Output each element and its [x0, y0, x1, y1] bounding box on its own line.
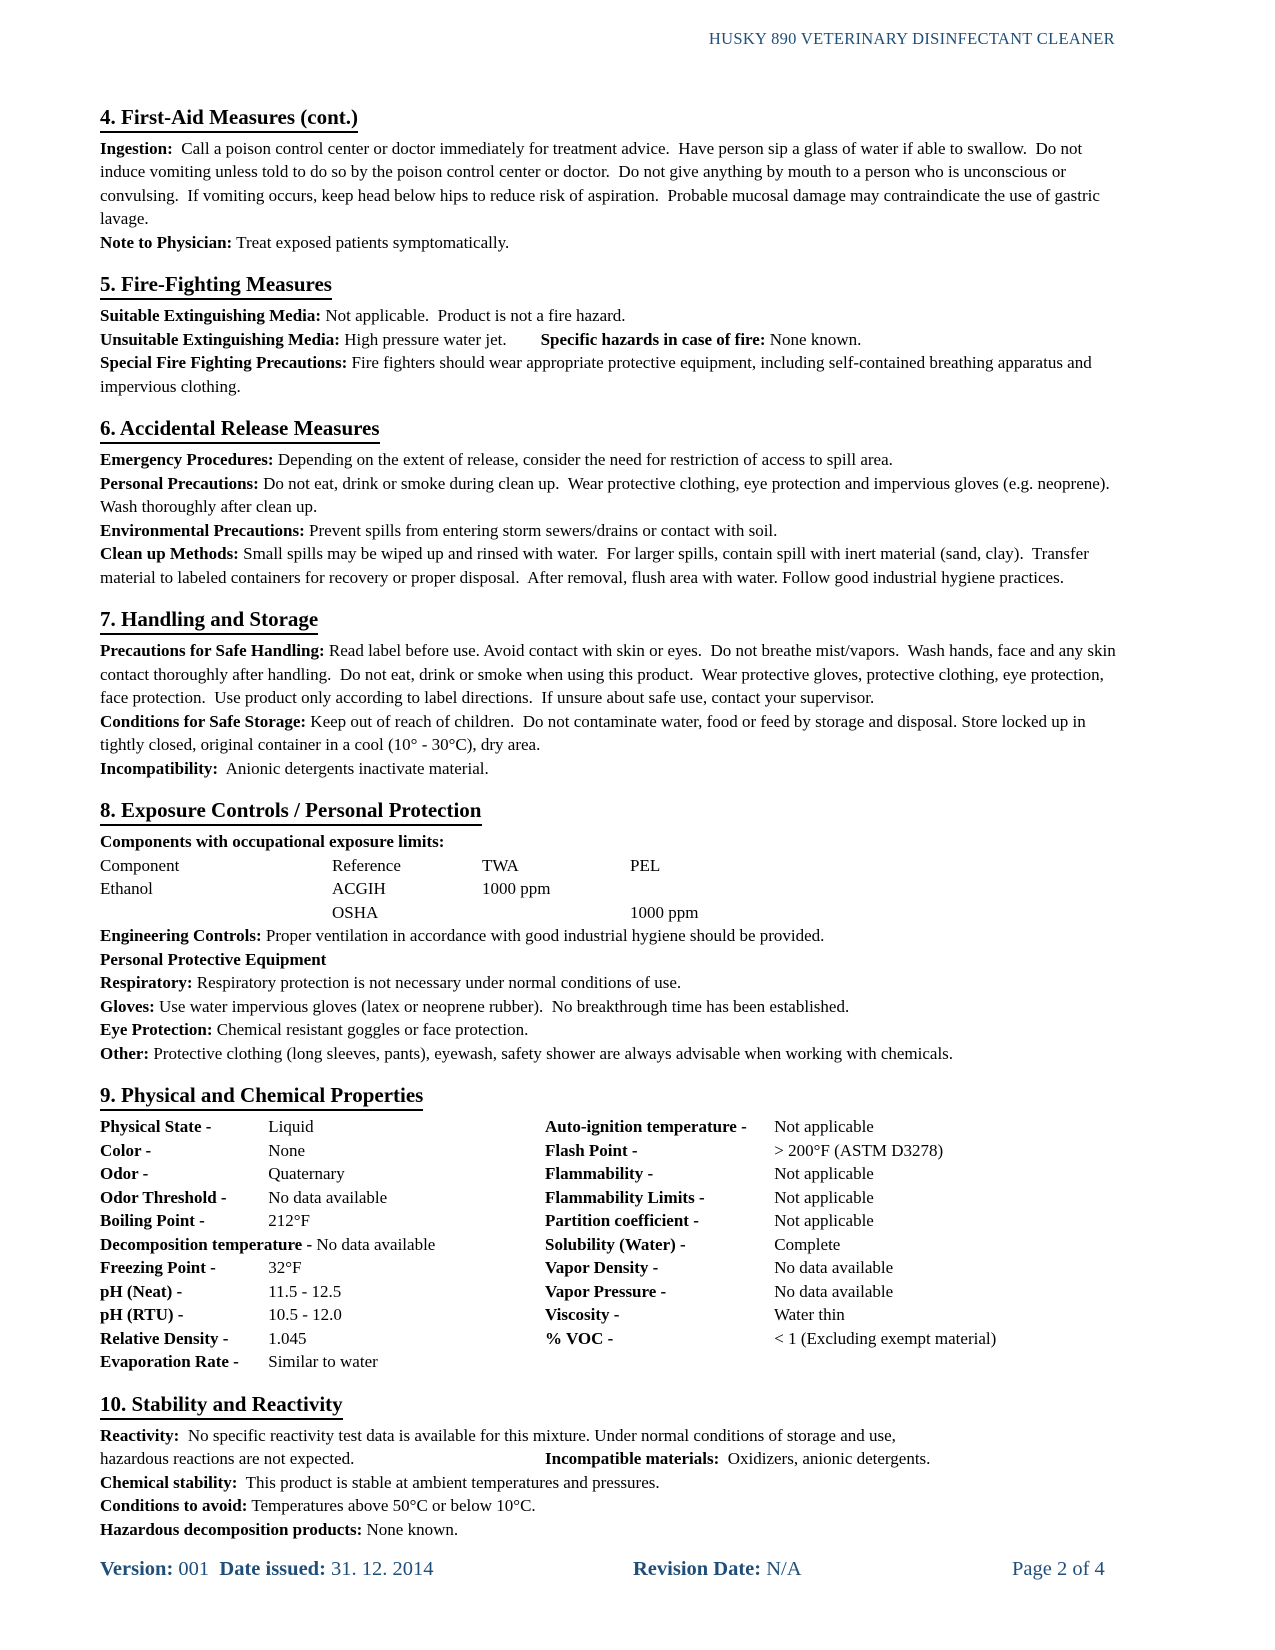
document-body — [0, 103, 1275, 1542]
components-exposure-label: Components with occupational exposure limits: — [100, 832, 445, 851]
cleanup-methods-paragraph: Clean up Methods: Small spills may be wiped up and rinsed with water. For larger spills, contain spill with inert material (sand, clay). Transfer material to labeled containers for recovery or proper disposal. After removal, flush area with water. Follow good industrial hygiene practices. — [100, 544, 1094, 587]
document-header — [0, 0, 1275, 51]
eye-protection-paragraph: Eye Protection: Chemical resistant goggles or face protection. — [100, 1020, 529, 1039]
emergency-procedures-paragraph: Emergency Procedures: Depending on the extent of release, consider the need for restriction of access to spill area. — [100, 450, 893, 469]
section-8-heading: 8. Exposure Controls / Personal Protection — [100, 796, 1118, 826]
exposure-col-header-twa: TWA — [482, 855, 519, 875]
footer-page-number: Page 2 of 4 — [1012, 1558, 1105, 1580]
footer-revision-date — [633, 1556, 802, 1582]
property-row: Physical State - Liquid — [100, 1117, 314, 1136]
physical-chemical-properties — [100, 1115, 1118, 1374]
section-4-heading: 4. First-Aid Measures (cont.) — [100, 103, 1118, 133]
property-row: Flash Point - > 200°F (ASTM D3278) — [545, 1140, 944, 1160]
exposure-cell: Ethanol — [100, 879, 153, 898]
property-row: Vapor Pressure - No data available — [545, 1281, 894, 1301]
section-7-heading: 7. Handling and Storage — [100, 605, 1118, 635]
property-row: Odor Threshold - No data available — [100, 1187, 388, 1207]
safe-handling-paragraph: Precautions for Safe Handling: Read label before use. Avoid contact with skin or eyes. Do not breathe mist/vapors. Wash hands, face and any skin contact thoroughly after handling. Do not eat, drink or smoke when using this product. Wear protective gloves, protective clothing, eye protection, face protection. Use product only according to label directions. If unsure about safe use, contact your supervisor. — [100, 641, 1121, 707]
property-row: Relative Density - 1.045 — [100, 1328, 307, 1348]
document-header-title: HUSKY 890 VETERINARY DISINFECTANT CLEANER — [708, 29, 1115, 48]
ingestion-paragraph: Ingestion: Call a poison control center or doctor immediately for treatment advice. Have person sip a glass of water if able to swallow. Do not induce vomiting unless told to do so by the poison control center or doctor. Do not give anything by mouth to a person who is unconscious or convulsing. If vomiting occurs, keep head below hips to reduce risk of aspiration. Probable mucosal damage may contraindicate the use of gastric lavage. — [100, 138, 1105, 228]
ppe-subheading: Personal Protective Equipment — [100, 949, 327, 969]
suitable-media-paragraph: Suitable Extinguishing Media: Not applicable. Product is not a fire hazard. — [100, 306, 626, 325]
section-5-heading: 5. Fire-Fighting Measures — [100, 270, 1118, 300]
property-row: Evaporation Rate - Similar to water — [100, 1352, 378, 1371]
respiratory-paragraph: Respiratory: Respiratory protection is not necessary under normal conditions of use. — [100, 973, 682, 992]
chemical-stability-paragraph: Chemical stability: This product is stable at ambient temperatures and pressures. — [100, 1472, 660, 1492]
properties-left-column — [100, 1115, 545, 1374]
property-row: Freezing Point - 32°F — [100, 1258, 302, 1277]
footer-date-issued-value: 31. 12. 2014 — [325, 1558, 434, 1580]
section-10-heading: 10. Stability and Reactivity — [100, 1390, 1118, 1420]
footer-version-and-date — [100, 1556, 434, 1582]
environmental-precautions-paragraph: Environmental Precautions: Prevent spills from entering storm sewers/drains or contact with soil. — [100, 520, 778, 540]
footer-revision-label: Revision Date: — [633, 1558, 762, 1580]
exposure-limits-table — [100, 854, 1118, 925]
conditions-to-avoid-paragraph: Conditions to avoid: Temperatures above 50°C or below 10°C. — [100, 1496, 536, 1515]
properties-right-column — [545, 1115, 1118, 1374]
exposure-cell — [482, 901, 630, 925]
incompatible-materials: Incompatible materials: Oxidizers, anionic detergents. — [545, 1449, 931, 1468]
gloves-paragraph: Gloves: Use water impervious gloves (latex or neoprene rubber). No breakthrough time has been established. — [100, 996, 850, 1016]
exposure-cell — [630, 877, 1118, 901]
exposure-cell: OSHA — [332, 902, 379, 922]
incompatibility-paragraph: Incompatibility: Anionic detergents inactivate material. — [100, 758, 489, 778]
section-9-heading: 9. Physical and Chemical Properties — [100, 1081, 1118, 1111]
hazardous-decomposition-paragraph: Hazardous decomposition products: None known. — [100, 1519, 459, 1539]
engineering-controls-paragraph: Engineering Controls: Proper ventilation in accordance with good industrial hygiene should be provided. — [100, 926, 825, 945]
property-row: Partition coefficient - Not applicable — [545, 1211, 874, 1230]
exposure-cell: ACGIH — [332, 879, 386, 898]
footer-date-issued-label: Date issued: — [219, 1558, 326, 1580]
property-row: pH (Neat) - 11.5 - 12.5 — [100, 1281, 342, 1301]
property-row: Decomposition temperature - No data available — [100, 1234, 436, 1254]
property-row: pH (RTU) - 10.5 - 12.0 — [100, 1305, 342, 1324]
special-fire-precautions-paragraph: Special Fire Fighting Precautions: Fire fighters should wear appropriate protective equipment, including self-contained breathing apparatus and impervious clothing. — [100, 353, 1096, 396]
ingestion-label: Ingestion: — [100, 138, 173, 158]
safe-storage-paragraph: Conditions for Safe Storage: Keep out of reach of children. Do not contaminate water, food or feed by storage and disposal. Store locked up in tightly closed, original container in a cool (10° - 30°C), dry area. — [100, 711, 1090, 754]
property-row: % VOC - < 1 (Excluding exempt material) — [545, 1328, 997, 1348]
unsuitable-media-paragraph: Unsuitable Extinguishing Media: High pressure water jet. Specific hazards in case of fire: None known. — [100, 329, 862, 349]
section-6-heading: 6. Accidental Release Measures — [100, 414, 1118, 444]
exposure-cell: 1000 ppm — [482, 879, 551, 898]
property-row: Viscosity - Water thin — [545, 1305, 845, 1324]
exposure-cell — [100, 901, 332, 925]
other-ppe-paragraph: Other: Protective clothing (long sleeves, pants), eyewash, safety shower are always advisable when working with chemicals. — [100, 1043, 954, 1063]
property-row: Odor - Quaternary — [100, 1164, 345, 1183]
note-to-physician-paragraph: Note to Physician: Treat exposed patients symptomatically. — [100, 232, 510, 252]
reactivity-paragraph-line2: hazardous reactions are not expected. Incompatible materials: Oxidizers, anionic detergents. — [100, 1447, 1118, 1471]
personal-precautions-paragraph: Personal Precautions: Do not eat, drink or smoke during clean up. Wear protective clothing, eye protection and impervious gloves (e.g. neoprene). Wash thoroughly after clean up. — [100, 473, 1114, 516]
property-row: Flammability - Not applicable — [545, 1164, 874, 1183]
property-row: Vapor Density - No data available — [545, 1258, 894, 1277]
exposure-col-header-component: Component — [100, 855, 180, 875]
property-row: Color - None — [100, 1140, 306, 1160]
property-row: Boiling Point - 212°F — [100, 1211, 311, 1230]
property-row: Flammability Limits - Not applicable — [545, 1187, 874, 1207]
property-row: Auto-ignition temperature - Not applicable — [545, 1117, 874, 1136]
property-row: Solubility (Water) - Complete — [545, 1234, 841, 1254]
exposure-cell: 1000 ppm — [630, 902, 699, 922]
reactivity-paragraph-line1: Reactivity: No specific reactivity test data is available for this mixture. Under normal conditions of storage and use, — [100, 1425, 896, 1445]
footer-version-label: Version: — [100, 1558, 174, 1580]
footer-version-value: 001 — [173, 1558, 220, 1580]
exposure-col-header-pel: PEL — [630, 855, 661, 875]
footer-revision-value: N/A — [761, 1558, 802, 1580]
exposure-col-header-reference: Reference — [332, 855, 401, 875]
note-to-physician-label: Note to Physician: — [100, 232, 233, 252]
